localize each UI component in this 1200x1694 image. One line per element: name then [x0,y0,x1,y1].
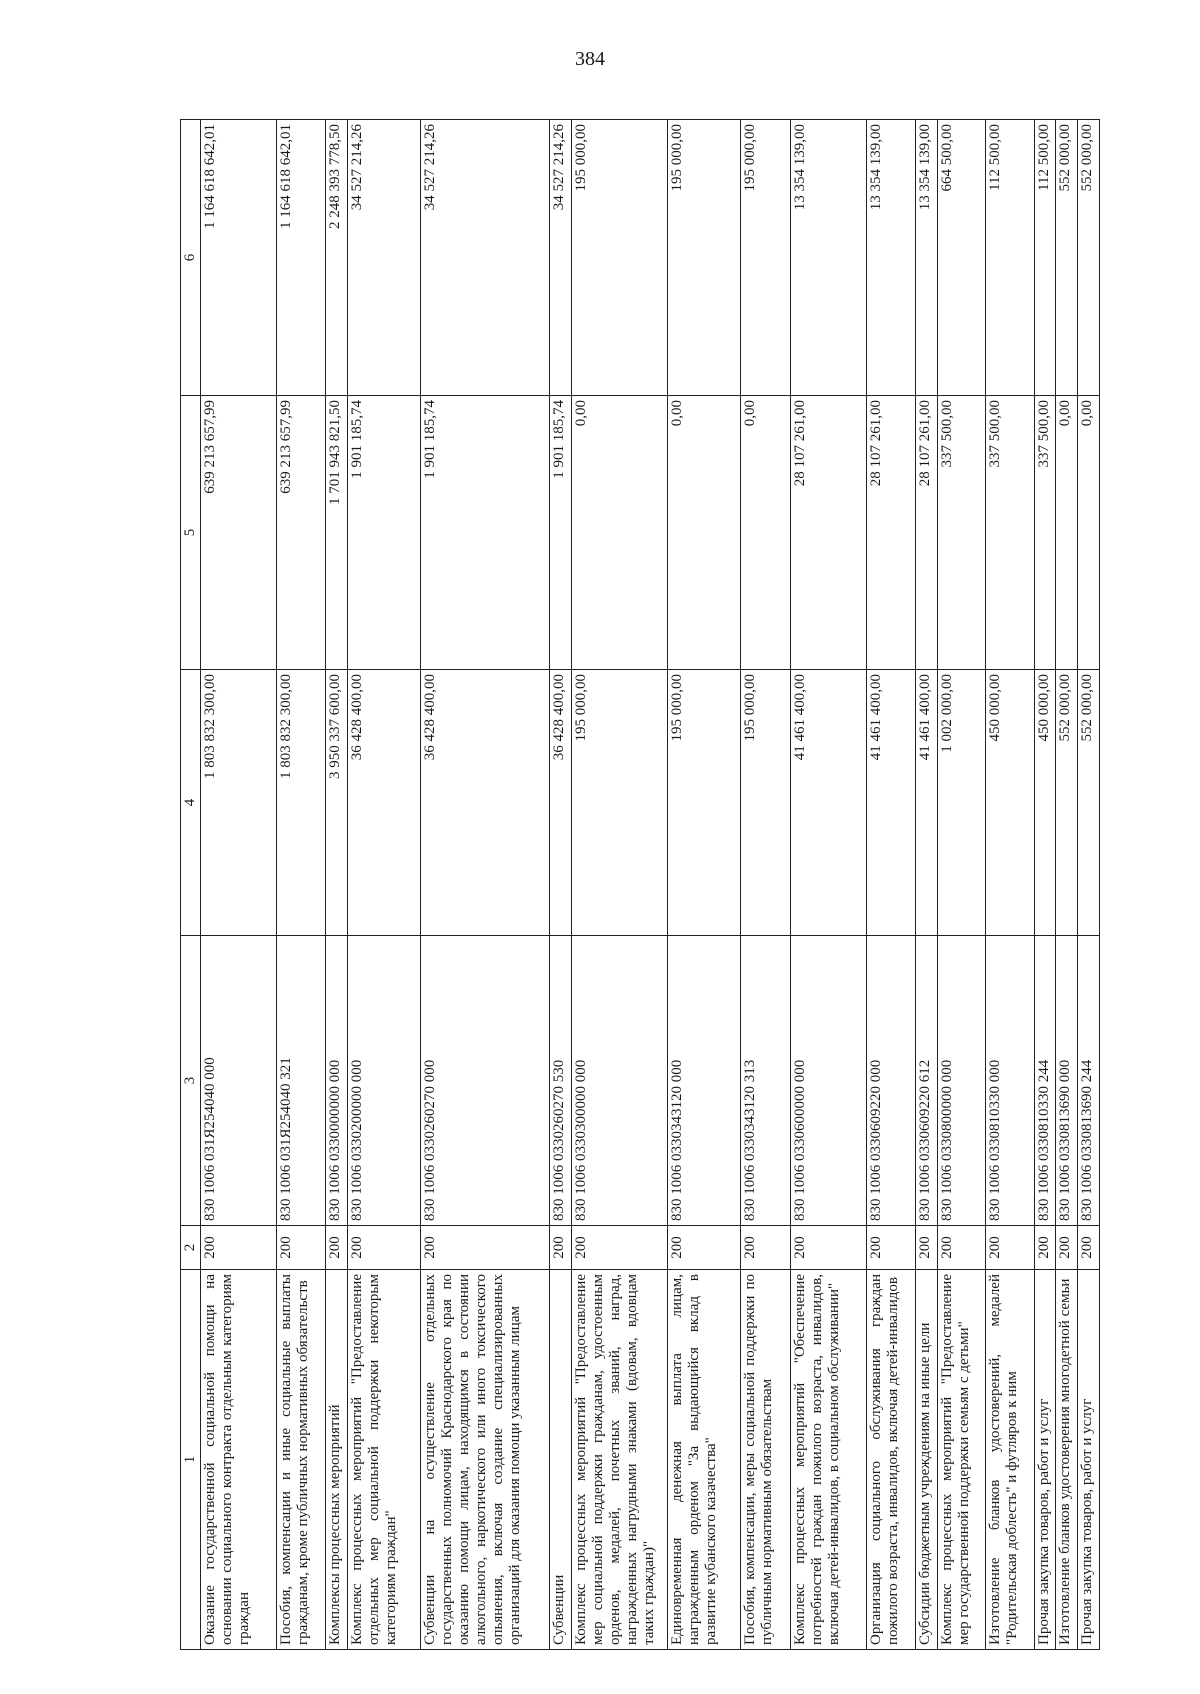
row-kbk: 830 1006 0330600000 000 [790,936,866,1226]
row-name: Комплекс процессных мероприятий "Предоставление мер государственной поддержки семьям с детьми" [937,1270,986,1650]
table-row [200,120,276,1650]
table-row [741,120,791,1650]
row-amount-plan: 195 000,00 [571,670,667,936]
row-name: Субвенции на осуществление отдельных государственных полномочий Краснодарского края по оказанию помощи лицам, находящимся в состоянии алкогольного, наркотического или иного токсического опьянения, включая создание специализированных организаций для оказания помощи указанным лицам [421,1270,550,1650]
table-row [277,120,326,1650]
row-code: 200 [915,1226,937,1270]
row-code: 200 [667,1226,740,1270]
row-name: Прочая закупка товаров, работ и услуг [1078,1270,1100,1650]
col-6-header: 6 [181,120,201,396]
row-amount-remainder: 34 527 214,26 [421,120,550,396]
row-amount-plan: 41 461 400,00 [790,670,866,936]
row-amount-executed: 639 213 657,99 [277,396,326,670]
row-amount-executed: 0,00 [1078,396,1100,670]
row-amount-executed: 1 901 185,74 [347,396,420,670]
row-kbk: 830 1006 0330810330 000 [986,936,1035,1226]
header-row [181,120,201,1650]
row-kbk: 830 1006 031Я254040 000 [200,936,276,1226]
row-amount-plan: 36 428 400,00 [421,670,550,936]
row-amount-remainder: 112 500,00 [1034,120,1056,396]
table-row [915,120,937,1650]
row-amount-remainder: 195 000,00 [571,120,667,396]
row-amount-plan: 36 428 400,00 [347,670,420,936]
row-code: 200 [347,1226,420,1270]
row-amount-executed: 1 901 185,74 [421,396,550,670]
row-name: Изготовление бланков удостоверения многодетной семьи [1056,1270,1078,1650]
row-amount-executed: 337 500,00 [937,396,986,670]
row-kbk: 830 1006 0330800000 000 [937,936,986,1226]
row-name: Единовременная денежная выплата лицам, награжденным орденом "За выдающийся вклад в развитие кубанского казачества" [667,1270,740,1650]
row-kbk: 830 1006 0330260270 000 [421,936,550,1226]
table-row [986,120,1035,1650]
table-row [421,120,550,1650]
col-2-header: 2 [181,1226,201,1270]
row-amount-remainder: 195 000,00 [741,120,791,396]
row-kbk: 830 1006 0330813690 000 [1056,936,1078,1226]
table-row [571,120,667,1650]
row-amount-remainder: 34 527 214,26 [550,120,572,396]
row-amount-executed: 28 107 261,00 [867,396,916,670]
col-1-header: 1 [181,1270,201,1650]
row-amount-plan: 1 803 832 300,00 [277,670,326,936]
row-kbk: 830 1006 0330609220 612 [915,936,937,1226]
table-row [550,120,572,1650]
row-amount-plan: 1 803 832 300,00 [200,670,276,936]
row-amount-plan: 450 000,00 [986,670,1035,936]
row-code: 200 [986,1226,1035,1270]
row-kbk: 830 1006 0330813690 244 [1078,936,1100,1226]
row-amount-executed: 1 901 185,74 [550,396,572,670]
row-amount-remainder: 34 527 214,26 [347,120,420,396]
row-code: 200 [325,1226,347,1270]
row-kbk: 830 1006 0330260270 530 [550,936,572,1226]
row-amount-plan: 552 000,00 [1056,670,1078,936]
row-kbk: 830 1006 0330609220 000 [867,936,916,1226]
row-amount-executed: 1 701 943 821,50 [325,396,347,670]
table-row [1056,120,1078,1650]
col-3-header: 3 [181,936,201,1226]
row-kbk: 830 1006 0330300000 000 [571,936,667,1226]
row-amount-remainder: 2 248 393 778,50 [325,120,347,396]
row-amount-remainder: 664 500,00 [937,120,986,396]
rotated-table-area [180,120,1100,1650]
row-code: 200 [277,1226,326,1270]
row-amount-plan: 41 461 400,00 [915,670,937,936]
row-amount-remainder: 112 500,00 [986,120,1035,396]
row-code: 200 [1078,1226,1100,1270]
row-code: 200 [937,1226,986,1270]
row-amount-plan: 552 000,00 [1078,670,1100,936]
row-amount-remainder: 13 354 139,00 [915,120,937,396]
row-amount-remainder: 13 354 139,00 [867,120,916,396]
row-code: 200 [550,1226,572,1270]
row-code: 200 [571,1226,667,1270]
row-kbk: 830 1006 0330810330 244 [1034,936,1056,1226]
row-amount-plan: 195 000,00 [741,670,791,936]
row-amount-remainder: 1 164 618 642,01 [200,120,276,396]
row-amount-plan: 3 950 337 600,00 [325,670,347,936]
table-row [937,120,986,1650]
row-name: Прочая закупка товаров, работ и услуг [1034,1270,1056,1650]
row-amount-executed: 0,00 [741,396,791,670]
row-kbk: 830 1006 031Я254040 321 [277,936,326,1226]
row-name: Субсидии бюджетным учреждениям на иные цели [915,1270,937,1650]
col-4-header: 4 [181,670,201,936]
row-name: Пособия, компенсации, меры социальной поддержки по публичным нормативным обязательствам [741,1270,791,1650]
row-name: Субвенции [550,1270,572,1650]
row-code: 200 [867,1226,916,1270]
page-number: 384 [575,48,605,70]
table-row [325,120,347,1650]
row-amount-executed: 0,00 [1056,396,1078,670]
row-amount-plan: 36 428 400,00 [550,670,572,936]
row-amount-executed: 0,00 [667,396,740,670]
table-row [790,120,866,1650]
row-amount-plan: 195 000,00 [667,670,740,936]
row-kbk: 830 1006 0330343120 000 [667,936,740,1226]
row-code: 200 [200,1226,276,1270]
row-name: Комплекс процессных мероприятий "Обеспечение потребностей граждан пожилого возраста, инвалидов, включая детей-инвалидов, в социальном обслуживании" [790,1270,866,1650]
table-row [667,120,740,1650]
row-code: 200 [741,1226,791,1270]
row-code: 200 [1056,1226,1078,1270]
row-name: Оказание государственной социальной помощи на основании социального контракта отдельным категориям граждан [200,1270,276,1650]
row-amount-plan: 450 000,00 [1034,670,1056,936]
row-kbk: 830 1006 0330000000 000 [325,936,347,1226]
row-kbk: 830 1006 0330200000 000 [347,936,420,1226]
row-amount-remainder: 13 354 139,00 [790,120,866,396]
row-amount-executed: 639 213 657,99 [200,396,276,670]
row-name: Комплекс процессных мероприятий "Предоставление мер социальной поддержки гражданам, удостоенным орденов, медалей, почетных званий, наград, награжденных нагрудными знаками (вдовам, вдовцам таких граждан)" [571,1270,667,1650]
row-name: Организация социального обслуживания граждан пожилого возраста, инвалидов, включая детей-инвалидов [867,1270,916,1650]
row-code: 200 [790,1226,866,1270]
row-amount-remainder: 195 000,00 [667,120,740,396]
row-amount-remainder: 552 000,00 [1078,120,1100,396]
row-amount-executed: 28 107 261,00 [915,396,937,670]
row-name: Изготовление бланков удостоверений, медалей "Родительская доблесть" и футляров к ним [986,1270,1035,1650]
row-amount-executed: 337 500,00 [1034,396,1056,670]
row-code: 200 [1034,1226,1056,1270]
row-name: Комплекс процессных мероприятий "Предоставление отдельных мер социальной поддержки некоторым категориям граждан" [347,1270,420,1650]
row-code: 200 [421,1226,550,1270]
col-5-header: 5 [181,396,201,670]
row-name: Пособия, компенсации и иные социальные выплаты гражданам, кроме публичных нормативных обязательств [277,1270,326,1650]
row-amount-remainder: 552 000,00 [1056,120,1078,396]
budget-table [180,119,1100,1650]
table-row [867,120,916,1650]
table-row [1034,120,1056,1650]
row-amount-executed: 0,00 [571,396,667,670]
row-amount-plan: 41 461 400,00 [867,670,916,936]
row-amount-plan: 1 002 000,00 [937,670,986,936]
row-amount-executed: 28 107 261,00 [790,396,866,670]
row-amount-executed: 337 500,00 [986,396,1035,670]
row-kbk: 830 1006 0330343120 313 [741,936,791,1226]
table-row [347,120,420,1650]
row-amount-remainder: 1 164 618 642,01 [277,120,326,396]
row-name: Комплексы процессных мероприятий [325,1270,347,1650]
table-row [1078,120,1100,1650]
